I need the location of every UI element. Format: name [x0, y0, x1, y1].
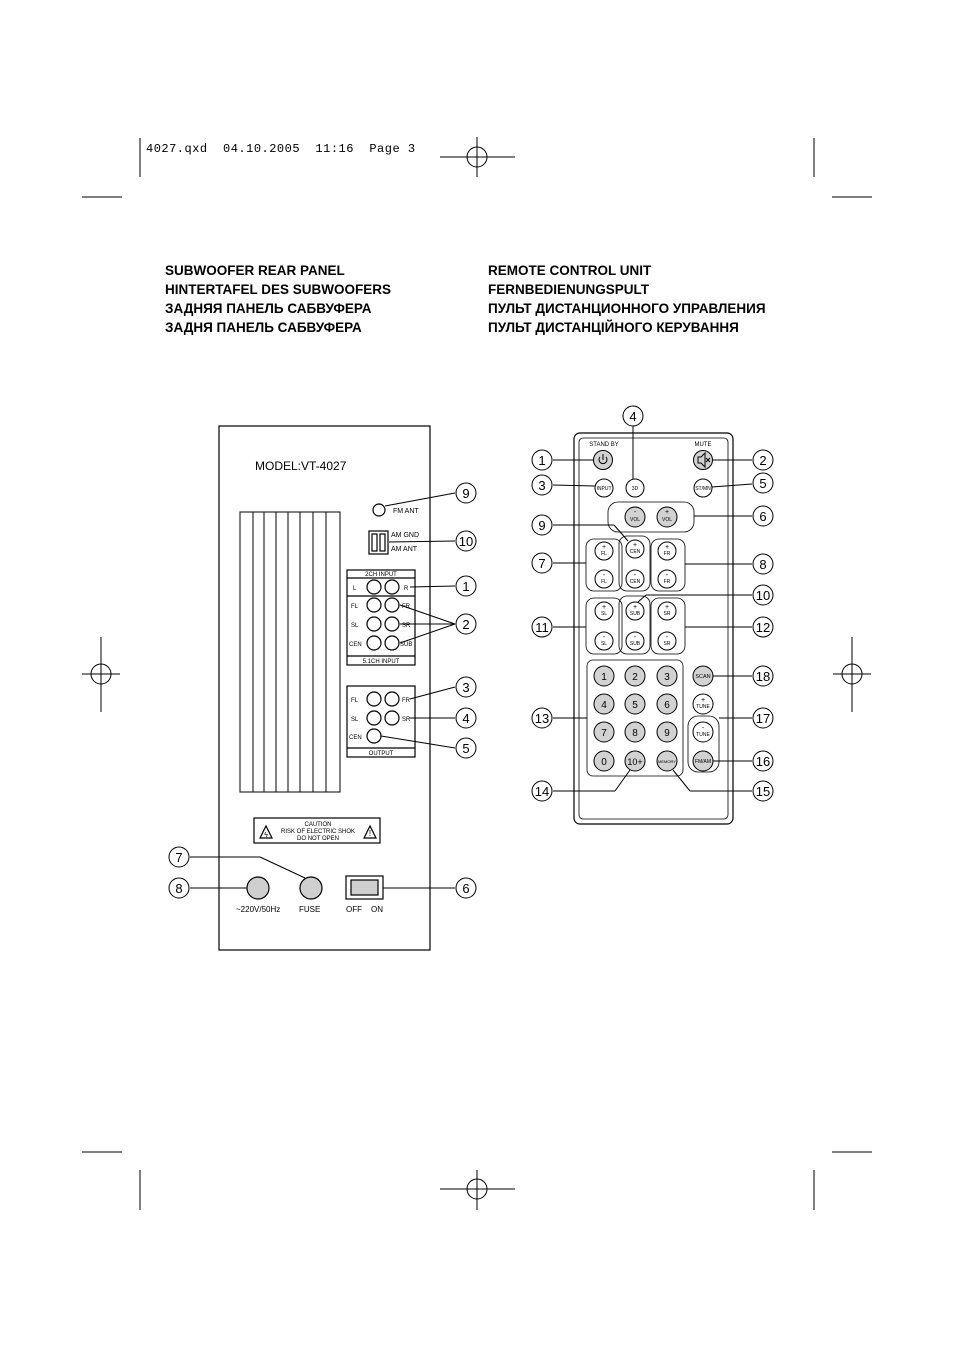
callout-number: 2: [462, 617, 470, 632]
cen-minus: -: [633, 572, 637, 579]
mute-button[interactable]: [694, 451, 713, 470]
fr-label: FR: [663, 579, 671, 585]
label-in-cen: CEN: [349, 642, 362, 648]
sub-plus: +: [632, 604, 638, 611]
fl-minus: -: [602, 572, 606, 579]
label-r: R: [404, 586, 409, 592]
callout-number: 5: [759, 476, 767, 491]
callout-number: 5: [462, 741, 470, 756]
fr-label: FR: [663, 551, 671, 557]
label-out-sl: SL: [351, 717, 359, 723]
heading-line: ПУЛЬТ ДИСТАНЦИОННОГО УПРАВЛЕНИЯ: [488, 301, 766, 316]
fuse-label: FUSE: [299, 905, 321, 914]
digit-label: 0: [601, 757, 607, 768]
callout-number: 8: [175, 881, 183, 896]
callout-number: 4: [629, 409, 637, 424]
sl-label: SL: [600, 641, 608, 647]
vol-label: VOL: [661, 517, 673, 523]
label-in-fl: FL: [351, 604, 359, 610]
heading-line: HINTERTAFEL DES SUBWOOFERS: [165, 282, 392, 297]
callout-number: 2: [759, 453, 767, 468]
svg-text:!: !: [368, 829, 372, 838]
callout-number: 1: [538, 453, 546, 468]
callout-number: 4: [462, 711, 470, 726]
digit-label: 8: [632, 728, 638, 739]
tune-label: TUNE: [696, 732, 710, 738]
callout-number: 1: [462, 579, 470, 594]
input-51-title: 5.1CH INPUT: [362, 659, 400, 665]
sr-minus: -: [665, 634, 669, 641]
digit-label: 4: [601, 700, 607, 711]
tune-minus: -: [701, 725, 705, 732]
label-l: L: [353, 586, 357, 592]
label-in-fr: FR: [402, 604, 410, 610]
digit-label: 2: [632, 672, 638, 683]
label-out-fl: FL: [351, 698, 359, 704]
input-2ch-title: 2CH INPUT: [365, 572, 397, 578]
sub-label: SUB: [629, 611, 641, 617]
tune-label: TUNE: [696, 704, 710, 710]
digit-label: 7: [601, 728, 607, 739]
memory-label: MEMORY: [658, 759, 676, 764]
callout-number: 9: [462, 486, 470, 501]
fl-label: FL: [601, 551, 607, 557]
sr-label: SR: [663, 611, 671, 617]
heading-line: ЗАДНЯЯ ПАНЕЛЬ САБВУФЕРА: [165, 301, 372, 316]
fl-plus: +: [601, 544, 607, 551]
digit-label: 9: [664, 728, 670, 739]
cen-label: CEN: [629, 549, 641, 555]
sl-minus: -: [602, 634, 606, 641]
caution-line: DO NOT OPEN: [297, 836, 339, 842]
callout-number: 16: [755, 754, 771, 769]
3d-label: 3D: [631, 486, 639, 492]
callout-number: 8: [759, 557, 767, 572]
callout-number: 11: [535, 620, 549, 635]
caution-line: CAUTION: [304, 822, 332, 828]
caution-line: RISK OF ELECTRIC SHOK: [280, 829, 356, 835]
svg-text:ϟ: ϟ: [264, 832, 268, 839]
callout-number: 6: [462, 881, 470, 896]
fm-ant-label: FM ANT: [393, 508, 419, 515]
callout-number: 10: [755, 588, 771, 603]
callout-number: 10: [458, 534, 474, 549]
heading-line: REMOTE CONTROL UNIT: [488, 263, 652, 278]
power-label: ~220V/50Hz: [236, 905, 281, 914]
sub-label: SUB: [629, 641, 641, 647]
callout-number: 9: [538, 518, 546, 533]
input-label: INPUT: [596, 486, 612, 492]
callout-number: 15: [755, 784, 771, 799]
off-label: OFF: [346, 905, 362, 914]
callout-number: 6: [759, 509, 767, 524]
callout-number: 12: [755, 620, 771, 635]
am-gnd-label: AM GND: [391, 532, 419, 539]
heading-line: ПУЛЬТ ДИСТАНЦІЙНОГО КЕРУВАННЯ: [488, 320, 739, 335]
cen-label: CEN: [629, 579, 641, 585]
heading-line: ЗАДНЯ ПАНЕЛЬ САБВУФЕРА: [165, 320, 362, 335]
digit-label: 5: [632, 700, 638, 711]
label-in-sr: SR: [402, 623, 411, 629]
cen-plus: +: [632, 542, 638, 549]
am-ant-label: AM ANT: [391, 546, 418, 553]
model-label: MODEL:VT-4027: [255, 459, 347, 473]
mute-label: MUTE: [694, 442, 712, 448]
vol-plus: +: [664, 509, 670, 516]
on-label: ON: [371, 905, 383, 914]
callout-number: 7: [175, 850, 183, 865]
fr-minus: -: [665, 572, 669, 579]
fr-plus: +: [664, 544, 670, 551]
label-out-cen: CEN: [349, 735, 362, 741]
sl-label: SL: [600, 611, 608, 617]
label-in-sl: SL: [351, 623, 359, 629]
sl-plus: +: [601, 604, 607, 611]
fl-label: FL: [601, 579, 607, 585]
heading-line: SUBWOOFER REAR PANEL: [165, 263, 345, 278]
digit-label: 6: [664, 700, 670, 711]
standby-label: STAND BY: [589, 442, 619, 448]
vol-minus: -: [633, 509, 637, 516]
output-title: OUTPUT: [368, 751, 394, 757]
digit-label: 1: [601, 672, 607, 683]
sr-label: SR: [663, 641, 671, 647]
label-out-sr: SR: [402, 717, 411, 723]
callout-number: 3: [462, 680, 470, 695]
st-mn-label: ST/MN: [695, 486, 711, 492]
print-slug: 4027.qxd 04.10.2005 11:16 Page 3: [146, 142, 416, 156]
fm-am-label: FM/AM: [694, 759, 712, 765]
callout-number: 18: [755, 669, 771, 684]
ten-plus-label: 10+: [627, 757, 643, 767]
sub-minus: -: [633, 634, 637, 641]
sr-plus: +: [664, 604, 670, 611]
tune-plus: +: [700, 697, 706, 704]
label-out-fr: FR: [402, 698, 410, 704]
scan-label: SCAN: [695, 674, 711, 680]
callout-number: 17: [755, 711, 771, 726]
callout-number: 13: [534, 711, 550, 726]
callout-number: 3: [538, 478, 546, 493]
label-in-sub: SUB: [400, 642, 413, 648]
callout-number: 7: [538, 556, 546, 571]
heading-line: FERNBEDIENUNGSPULT: [488, 282, 650, 297]
callout-number: 14: [534, 784, 550, 799]
digit-label: 3: [664, 672, 670, 683]
vol-label: VOL: [629, 517, 641, 523]
